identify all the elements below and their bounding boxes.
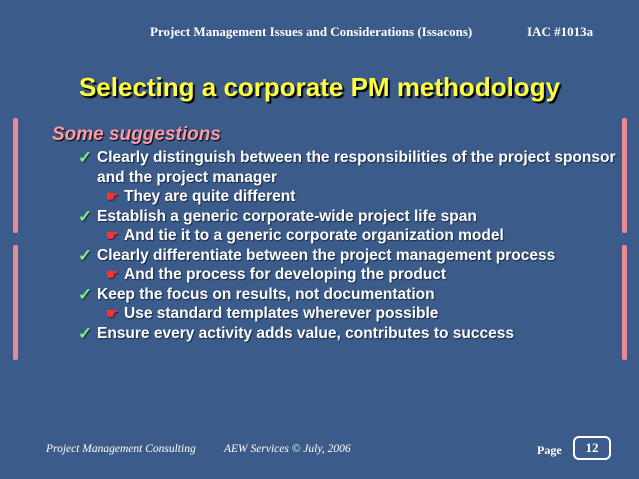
list-item bbox=[78, 285, 623, 305]
sub-list-item bbox=[78, 226, 623, 246]
checkmark-icon: ✓ bbox=[78, 148, 93, 167]
sub-list-item bbox=[78, 187, 623, 207]
checkmark-icon: ✓ bbox=[78, 245, 93, 265]
checkmark-icon: ✓ bbox=[78, 284, 93, 304]
sub-list-item-text: Use standard templates wherever possible bbox=[124, 305, 439, 322]
header-title: Project Management Issues and Considerations (Issacons) bbox=[150, 24, 473, 39]
suggestion-list bbox=[78, 148, 623, 343]
list-item bbox=[78, 207, 623, 227]
checkmark-icon: ✓ bbox=[78, 206, 93, 226]
list-item bbox=[78, 324, 623, 344]
left-side-bar-bottom bbox=[13, 245, 18, 360]
left-side-bar-top bbox=[13, 118, 18, 233]
list-item-text: Keep the focus on results, not documentation bbox=[97, 285, 435, 303]
footer-copyright: AEW Services © July, 2006 bbox=[224, 443, 351, 455]
pointing-hand-icon: ☛ bbox=[106, 188, 119, 204]
pointing-hand-icon: ☛ bbox=[106, 305, 119, 321]
sub-list-item-text: They are quite different bbox=[124, 188, 296, 205]
list-item bbox=[78, 246, 623, 266]
sub-list-item-text: And tie it to a generic corporate organization model bbox=[124, 227, 504, 244]
header-code: IAC #1013a bbox=[527, 24, 594, 39]
pointing-hand-icon: ☛ bbox=[106, 227, 119, 243]
list-item-text: Clearly distinguish between the responsibilities of the project sponsor and the project manager bbox=[97, 149, 616, 186]
sub-list-item bbox=[78, 265, 623, 285]
page-label: Page bbox=[537, 443, 562, 457]
list-item bbox=[78, 148, 623, 187]
sub-list-item-text: And the process for developing the product bbox=[124, 266, 447, 283]
slide-title: Selecting a corporate PM methodology bbox=[78, 72, 561, 102]
footer-company: Project Management Consulting bbox=[46, 443, 196, 455]
list-item-text: Establish a generic corporate-wide project life span bbox=[97, 207, 477, 225]
page-number: 12 bbox=[573, 436, 611, 460]
list-item-text: Clearly differentiate between the project management process bbox=[97, 246, 556, 264]
list-item-text: Ensure every activity adds value, contributes to success bbox=[97, 324, 514, 342]
checkmark-icon: ✓ bbox=[78, 323, 93, 343]
pointing-hand-icon: ☛ bbox=[106, 266, 119, 282]
sub-list-item bbox=[78, 304, 623, 324]
slide-subtitle: Some suggestions bbox=[52, 124, 221, 145]
